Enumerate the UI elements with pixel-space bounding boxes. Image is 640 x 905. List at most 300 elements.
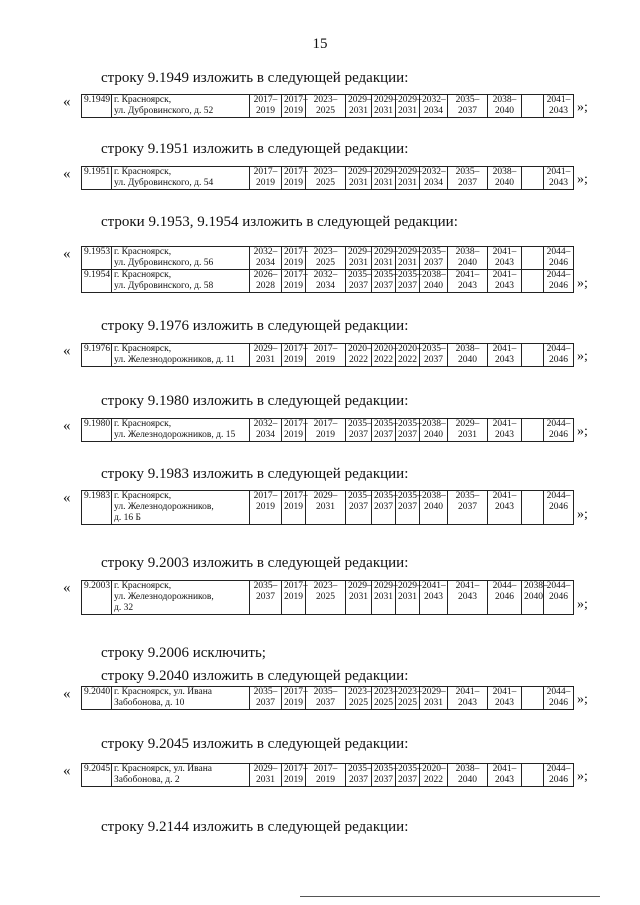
year-start: 2035–	[455, 491, 480, 501]
year-range-cell	[396, 247, 420, 270]
address-line: д. 32	[114, 603, 134, 613]
year-start: 2029–	[374, 167, 398, 177]
year-start: 2029–	[313, 491, 338, 501]
year-start: 2035–	[398, 270, 422, 280]
year-start: 2041–	[546, 95, 571, 105]
year-start: 2035–	[422, 344, 446, 354]
row-number: 9.1954	[82, 270, 112, 293]
year-range-cell	[544, 270, 574, 293]
table-row	[82, 581, 574, 615]
year-end: 2037	[424, 258, 443, 268]
year-start: 2041–	[492, 344, 517, 354]
address-line: ул. Дубровинского, д. 52	[114, 106, 214, 116]
year-start: 2029–	[422, 687, 446, 697]
footer-divider	[300, 896, 600, 897]
year-start: 2023–	[313, 167, 338, 177]
row-address	[112, 95, 250, 118]
year-start: 2044–	[546, 764, 571, 774]
address-line: г. Красноярск, ул. Ивана	[114, 687, 213, 697]
year-end: 2037	[374, 430, 393, 440]
close-quote: »;	[577, 769, 588, 784]
year-start: 2029–	[398, 247, 422, 257]
year-start: 2017–	[284, 491, 308, 501]
section-heading: строку 9.1976 изложить в следующей редакции:	[101, 318, 409, 334]
year-start: 2044–	[546, 419, 571, 429]
year-end: 2019	[284, 502, 303, 512]
year-start: 2023–	[313, 581, 338, 591]
section-heading: строку 9.2003 изложить в следующей редакции:	[101, 555, 409, 571]
year-start: 2038–	[455, 764, 480, 774]
address-line: г. Красноярск,	[114, 419, 172, 429]
year-range-cell	[522, 764, 544, 787]
year-start: 2044–	[546, 270, 571, 280]
year-end: 2046	[549, 281, 568, 291]
row-address	[112, 581, 250, 615]
year-range-cell	[346, 95, 372, 118]
year-range-cell	[396, 270, 420, 293]
table-row	[82, 344, 574, 367]
row-address	[112, 270, 250, 293]
year-end: 2037	[349, 281, 368, 291]
year-end: 2031	[398, 592, 417, 602]
year-range-cell	[372, 419, 396, 442]
year-range-cell	[282, 247, 306, 270]
table-row	[82, 491, 574, 525]
year-range-cell	[306, 95, 346, 118]
year-range-cell	[420, 581, 448, 615]
year-end: 2037	[458, 502, 477, 512]
year-range-cell	[372, 167, 396, 190]
row-address	[112, 247, 250, 270]
year-range-cell	[372, 581, 396, 615]
section-heading: строки 9.1953, 9.1954 изложить в следующей редакции:	[101, 214, 458, 230]
year-start: 2035–	[455, 95, 480, 105]
year-range-cell	[522, 95, 544, 118]
year-end: 2031	[398, 106, 417, 116]
year-range-cell	[522, 491, 544, 525]
year-end: 2040	[495, 106, 514, 116]
year-end: 2025	[316, 106, 335, 116]
year-start: 2038–	[422, 270, 446, 280]
year-start: 2029–	[374, 247, 398, 257]
year-end: 2040	[495, 178, 514, 188]
year-range-cell	[448, 167, 488, 190]
year-start: 2029–	[398, 581, 422, 591]
year-range-cell	[250, 95, 282, 118]
address-line: ул. Дубровинского, д. 56	[114, 258, 214, 268]
year-range-cell	[488, 270, 522, 293]
year-range-cell	[420, 167, 448, 190]
year-end: 2022	[424, 775, 443, 785]
year-end: 2031	[398, 178, 417, 188]
year-range-cell	[420, 344, 448, 367]
year-end: 2019	[256, 106, 275, 116]
year-range-cell	[250, 687, 282, 710]
year-start: 2035–	[374, 270, 398, 280]
close-quote: »;	[577, 597, 588, 612]
open-quote: «	[63, 763, 71, 779]
row-number: 9.1953	[82, 247, 112, 270]
year-end: 2019	[316, 355, 335, 365]
open-quote: «	[63, 580, 71, 596]
year-range-cell	[420, 247, 448, 270]
year-start: 2035–	[348, 764, 372, 774]
year-range-cell	[488, 344, 522, 367]
year-start: 2035–	[348, 270, 372, 280]
address-line: д. 16 Б	[114, 513, 141, 523]
year-range-cell	[522, 247, 544, 270]
year-range-cell	[372, 95, 396, 118]
open-quote: «	[63, 246, 71, 262]
year-range-cell	[488, 95, 522, 118]
year-range-cell	[544, 687, 574, 710]
table-row	[82, 764, 574, 787]
year-end: 2040	[458, 355, 477, 365]
year-start: 2032–	[253, 419, 278, 429]
address-line: ул. Железнодорожников,	[114, 502, 214, 512]
year-end: 2037	[398, 430, 417, 440]
year-range-cell	[420, 419, 448, 442]
year-range-cell	[346, 270, 372, 293]
year-end: 2040	[524, 592, 543, 602]
year-start: 2035–	[422, 247, 446, 257]
year-end: 2025	[316, 178, 335, 188]
year-range-cell	[488, 419, 522, 442]
year-end: 2037	[424, 355, 443, 365]
year-start: 2035–	[374, 764, 398, 774]
year-end: 2019	[284, 698, 303, 708]
year-start: 2035–	[374, 419, 398, 429]
close-quote: »;	[577, 507, 588, 522]
year-end: 2031	[458, 430, 477, 440]
year-start: 2017–	[313, 764, 338, 774]
replacement-table	[81, 246, 574, 293]
open-quote: «	[63, 418, 71, 434]
year-start: 2029–	[455, 419, 480, 429]
section-heading: строку 9.1949 изложить в следующей редакции:	[101, 70, 409, 86]
year-range-cell	[372, 764, 396, 787]
address-line: г. Красноярск,	[114, 247, 172, 257]
year-end: 2034	[316, 281, 335, 291]
year-range-cell	[448, 419, 488, 442]
year-range-cell	[396, 95, 420, 118]
row-address	[112, 764, 250, 787]
year-range-cell	[396, 344, 420, 367]
year-range-cell	[250, 167, 282, 190]
replacement-table	[81, 418, 574, 442]
year-start: 2020–	[348, 344, 372, 354]
year-range-cell	[306, 247, 346, 270]
year-range-cell	[522, 344, 544, 367]
year-range-cell	[396, 581, 420, 615]
year-end: 2043	[458, 592, 477, 602]
close-quote: »;	[577, 349, 588, 364]
year-range-cell	[282, 687, 306, 710]
year-end: 2043	[495, 775, 514, 785]
year-start: 2035–	[398, 491, 422, 501]
year-start: 2041–	[455, 687, 480, 697]
year-end: 2046	[549, 592, 568, 602]
row-address	[112, 419, 250, 442]
year-range-cell	[488, 687, 522, 710]
year-start: 2017–	[284, 270, 308, 280]
row-number: 9.1983	[82, 491, 112, 525]
address-line: Забобонова, д. 10	[114, 698, 185, 708]
year-start: 2023–	[313, 247, 338, 257]
year-range-cell	[488, 764, 522, 787]
year-range-cell	[448, 344, 488, 367]
year-range-cell	[372, 270, 396, 293]
address-line: г. Красноярск,	[114, 344, 172, 354]
year-end: 2043	[549, 106, 568, 116]
year-range-cell	[396, 687, 420, 710]
year-start: 2035–	[348, 419, 372, 429]
year-start: 2041–	[492, 687, 517, 697]
year-range-cell	[306, 581, 346, 615]
open-quote: «	[63, 686, 71, 702]
year-start: 2044–	[546, 687, 571, 697]
replacement-table	[81, 580, 574, 615]
year-range-cell	[544, 167, 574, 190]
year-range-cell	[448, 687, 488, 710]
year-end: 2019	[284, 178, 303, 188]
year-end: 2040	[424, 502, 443, 512]
row-number: 9.2040	[82, 687, 112, 710]
year-range-cell	[346, 419, 372, 442]
year-start: 2032–	[313, 270, 338, 280]
year-range-cell	[250, 344, 282, 367]
year-start: 2017–	[284, 581, 308, 591]
year-range-cell	[346, 344, 372, 367]
row-number: 9.1976	[82, 344, 112, 367]
table-row	[82, 167, 574, 190]
year-end: 2025	[374, 698, 393, 708]
year-end: 2046	[549, 430, 568, 440]
replacement-table	[81, 343, 574, 367]
year-start: 2029–	[348, 581, 372, 591]
table-row	[82, 247, 574, 270]
year-start: 2041–	[492, 491, 517, 501]
year-range-cell	[396, 167, 420, 190]
year-end: 2019	[284, 592, 303, 602]
year-end: 2022	[349, 355, 368, 365]
year-range-cell	[396, 764, 420, 787]
year-end: 2037	[398, 281, 417, 291]
year-range-cell	[306, 491, 346, 525]
year-start: 2017–	[253, 491, 278, 501]
year-end: 2031	[424, 698, 443, 708]
row-number: 9.1949	[82, 95, 112, 118]
year-end: 2034	[424, 178, 443, 188]
year-range-cell	[282, 167, 306, 190]
year-end: 2037	[374, 281, 393, 291]
year-end: 2037	[316, 698, 335, 708]
year-end: 2037	[256, 698, 275, 708]
year-end: 2037	[349, 502, 368, 512]
year-end: 2043	[495, 281, 514, 291]
close-quote: »;	[577, 424, 588, 439]
year-end: 2031	[316, 502, 335, 512]
year-end: 2031	[374, 258, 393, 268]
year-range-cell	[372, 687, 396, 710]
year-start: 2035–	[398, 419, 422, 429]
year-start: 2032–	[422, 95, 446, 105]
year-end: 2037	[458, 178, 477, 188]
address-line: г. Красноярск,	[114, 270, 172, 280]
close-quote: »;	[577, 276, 588, 291]
year-start: 2035–	[398, 764, 422, 774]
year-end: 2019	[284, 281, 303, 291]
year-range-cell	[420, 491, 448, 525]
section-heading: строку 9.2045 изложить в следующей редакции:	[101, 736, 409, 752]
year-start: 2038–	[422, 491, 446, 501]
year-end: 2043	[495, 355, 514, 365]
year-start: 2029–	[253, 764, 278, 774]
year-range-cell	[346, 167, 372, 190]
year-range-cell	[488, 491, 522, 525]
close-quote: »;	[577, 172, 588, 187]
year-start: 2044–	[546, 491, 571, 501]
year-range-cell	[306, 764, 346, 787]
row-address	[112, 687, 250, 710]
year-end: 2034	[424, 106, 443, 116]
year-end: 2043	[495, 430, 514, 440]
year-start: 2017–	[284, 344, 308, 354]
year-end: 2025	[349, 698, 368, 708]
year-end: 2031	[256, 775, 275, 785]
year-start: 2035–	[374, 491, 398, 501]
year-start: 2017–	[284, 419, 308, 429]
year-start: 2041–	[422, 581, 446, 591]
year-end: 2046	[549, 258, 568, 268]
year-start: 2038–	[524, 581, 548, 591]
year-range-cell	[522, 581, 548, 615]
table-row	[82, 419, 574, 442]
year-start: 2017–	[284, 764, 308, 774]
year-start: 2035–	[253, 687, 278, 697]
address-line: г. Красноярск,	[114, 581, 172, 591]
section-heading: строку 9.2006 исключить;	[101, 645, 266, 661]
year-range-cell	[420, 270, 448, 293]
year-end: 2019	[284, 775, 303, 785]
year-range-cell	[488, 581, 522, 615]
row-number: 9.2045	[82, 764, 112, 787]
year-start: 2044–	[546, 247, 571, 257]
year-range-cell	[250, 764, 282, 787]
year-end: 2019	[256, 178, 275, 188]
year-end: 2043	[495, 502, 514, 512]
address-line: г. Красноярск, ул. Ивана	[114, 764, 213, 774]
open-quote: «	[63, 490, 71, 506]
year-range-cell	[346, 247, 372, 270]
year-end: 2031	[398, 258, 417, 268]
year-range-cell	[346, 764, 372, 787]
year-start: 2017–	[313, 419, 338, 429]
year-end: 2031	[349, 178, 368, 188]
year-range-cell	[448, 491, 488, 525]
year-start: 2044–	[492, 581, 517, 591]
year-end: 2043	[549, 178, 568, 188]
year-range-cell	[522, 167, 544, 190]
year-start: 2041–	[492, 419, 517, 429]
year-end: 2043	[424, 592, 443, 602]
year-end: 2034	[256, 430, 275, 440]
year-start: 2041–	[455, 581, 480, 591]
year-end: 2025	[316, 592, 335, 602]
year-range-cell	[282, 419, 306, 442]
year-start: 2041–	[492, 247, 517, 257]
year-end: 2022	[398, 355, 417, 365]
section-heading: строку 9.1980 изложить в следующей редакции:	[101, 393, 409, 409]
year-range-cell	[396, 491, 420, 525]
address-line: ул. Дубровинского, д. 54	[114, 178, 214, 188]
year-start: 2041–	[546, 167, 571, 177]
year-end: 2037	[349, 775, 368, 785]
year-range-cell	[372, 344, 396, 367]
year-range-cell	[282, 95, 306, 118]
address-line: ул. Железнодорожников, д. 15	[114, 430, 236, 440]
year-range-cell	[522, 687, 544, 710]
table-row	[82, 270, 574, 293]
replacement-table	[81, 94, 574, 118]
year-end: 2031	[374, 592, 393, 602]
year-start: 2035–	[253, 581, 278, 591]
year-start: 2035–	[348, 491, 372, 501]
year-range-cell	[448, 581, 488, 615]
year-range-cell	[522, 270, 544, 293]
row-number: 9.2003	[82, 581, 112, 615]
address-line: ул. Железнодорожников, д. 11	[114, 355, 235, 365]
year-range-cell	[306, 687, 346, 710]
year-range-cell	[346, 491, 372, 525]
open-quote: «	[63, 94, 71, 110]
year-end: 2043	[458, 281, 477, 291]
year-end: 2019	[284, 258, 303, 268]
year-range-cell	[544, 344, 574, 367]
close-quote: »;	[577, 692, 588, 707]
year-end: 2025	[398, 698, 417, 708]
year-start: 2044–	[546, 581, 571, 591]
year-range-cell	[448, 270, 488, 293]
year-range-cell	[420, 764, 448, 787]
year-start: 2029–	[348, 167, 372, 177]
year-range-cell	[396, 419, 420, 442]
year-start: 2041–	[492, 764, 517, 774]
year-start: 2029–	[348, 247, 372, 257]
year-start: 2023–	[398, 687, 422, 697]
year-end: 2019	[316, 775, 335, 785]
year-range-cell	[544, 491, 574, 525]
year-end: 2043	[495, 258, 514, 268]
row-number: 9.1980	[82, 419, 112, 442]
year-end: 2040	[458, 258, 477, 268]
year-start: 2023–	[313, 95, 338, 105]
address-line: г. Красноярск,	[114, 167, 172, 177]
year-end: 2031	[349, 106, 368, 116]
year-end: 2019	[284, 106, 303, 116]
year-range-cell	[448, 247, 488, 270]
year-range-cell	[448, 764, 488, 787]
year-range-cell	[372, 247, 396, 270]
year-end: 2034	[256, 258, 275, 268]
year-range-cell	[544, 95, 574, 118]
year-range-cell	[420, 95, 448, 118]
year-end: 2037	[349, 430, 368, 440]
year-end: 2040	[458, 775, 477, 785]
open-quote: «	[63, 166, 71, 182]
replacement-table	[81, 166, 574, 190]
year-start: 2020–	[422, 764, 446, 774]
